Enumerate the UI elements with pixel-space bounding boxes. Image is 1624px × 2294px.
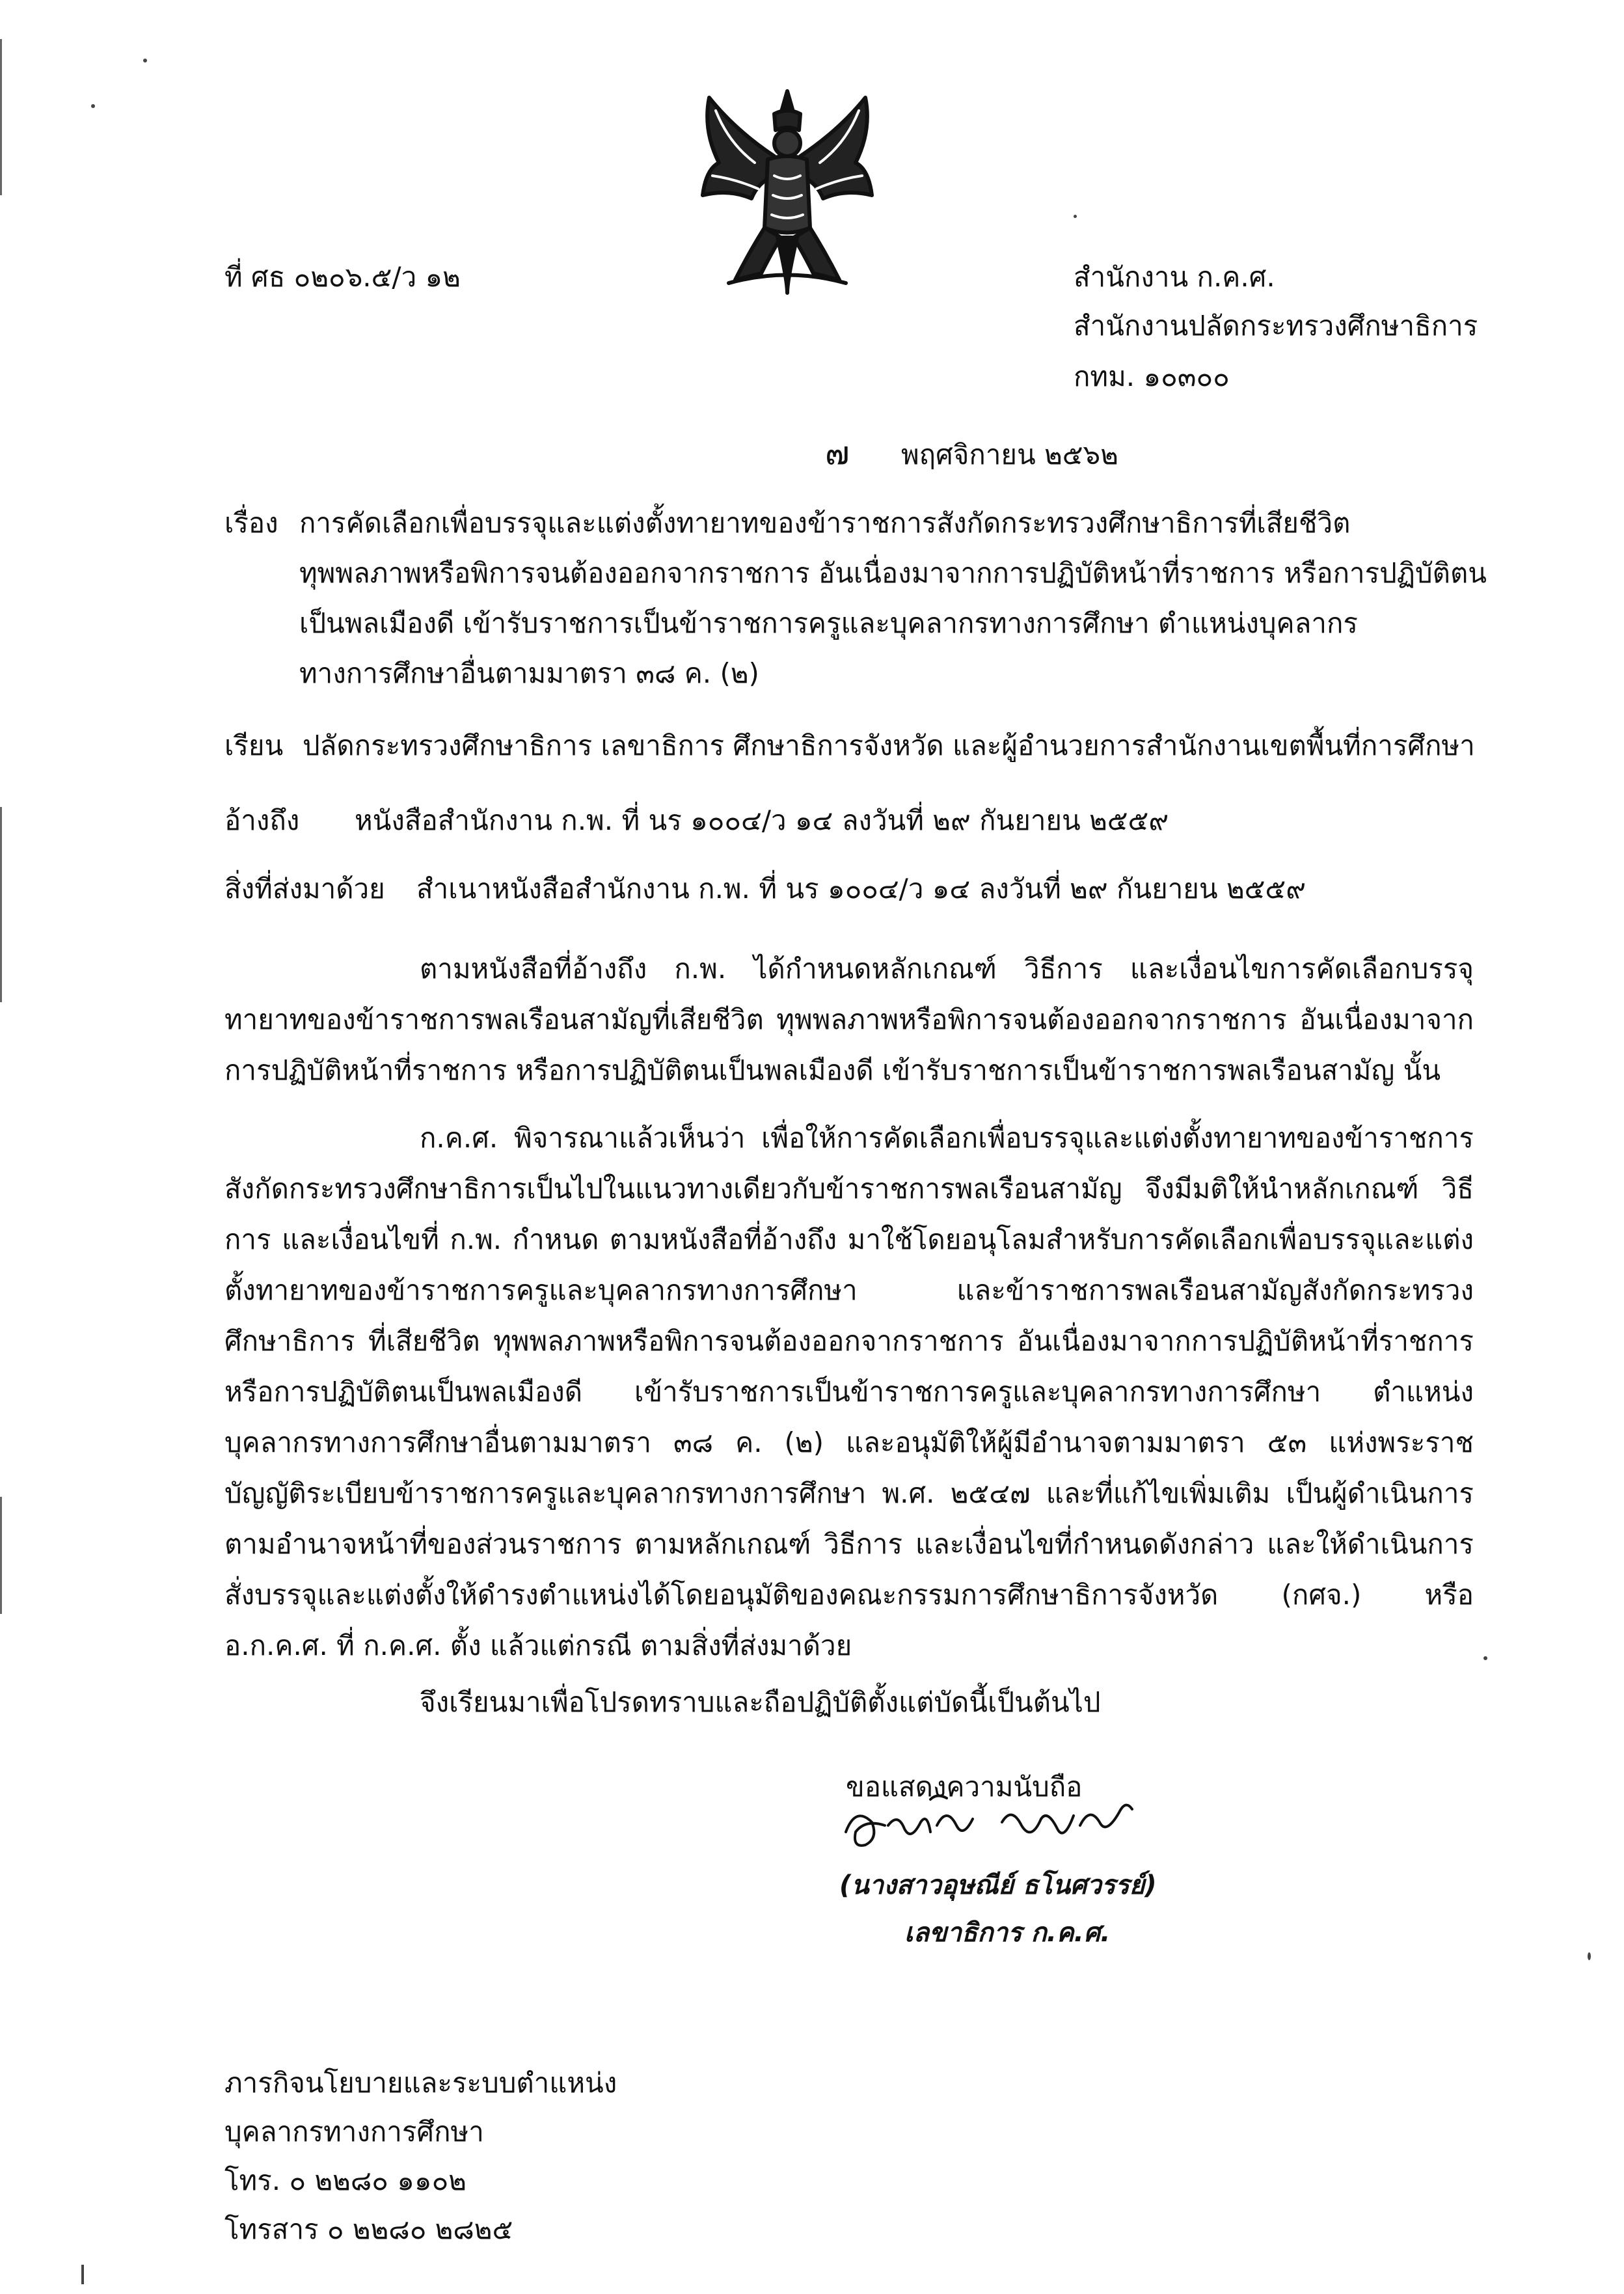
- scan-edge-mark: [0, 1497, 2, 1614]
- org-name-1: สำนักงาน ก.ค.ศ.: [1074, 261, 1275, 293]
- regards: ขอแสดงความนับถือ: [846, 1771, 1083, 1803]
- reference-number: ที่ ศธ ๐๒๐๖.๕/ว ๑๒: [224, 261, 461, 293]
- footer-line-1: ภารกิจนโยบายและระบบตำแหน่ง: [224, 2067, 617, 2099]
- signer-title: เลขาธิการ ก.ค.ศ.: [904, 1918, 1111, 1948]
- subject-line-1: การคัดเลือกเพื่อบรรจุและแต่งตั้งทายาทของข้าราชการสังกัดกระทรวงศึกษาธิการที่เสียชีวิต: [299, 507, 1351, 539]
- reference-label: อ้างถึง: [224, 804, 300, 836]
- to-label: เรียน: [224, 730, 284, 761]
- subject-line-4: ทางการศึกษาอื่นตามมาตรา ๓๘ ค. (๒): [299, 657, 759, 689]
- body-paragraph-2: ก.ค.ศ. พิจารณาแล้วเห็นว่า เพื่อให้การคัดเลือกเพื่อบรรจุและแต่งตั้งทายาทของข้าราชการสังกัดกระทรวงศึกษาธิการเป็นไปในแนวทางเดียวกับข้าราชการพลเรือนสามัญ จึงมีมติให้นำหลักเกณฑ์ วิธีการ และเงื่อนไขที่ ก.พ. กำหนด ตามหนังสือที่อ้างถึง มาใช้โดยอนุโลมสำหรับการคัดเลือกเพื่อบรรจุและแต่งตั้งทายาทของข้าราชการครูและบุคลากรทางการศึกษา และข้าราชการพลเรือนสามัญสังกัดกระทรวงศึกษาธิการ ที่เสียชีวิต ทุพพลภาพหรือพิการจนต้องออกจากราชการ อันเนื่องมาจากการปฏิบัติหน้าที่ราชการ หรือการปฏิบัติตนเป็นพลเมืองดี เข้ารับราชการเป็นข้าราชการครูและบุคลากรทางการศึกษา ตำแหน่งบุคลากรทางการศึกษาอื่นตามมาตรา ๓๘ ค. (๒) และอนุมัติให้ผู้มีอำนาจตามมาตรา ๕๓ แห่งพระราชบัญญัติระเบียบข้าราชการครูและบุคลากรทางการศึกษา พ.ศ. ๒๕๔๗ และที่แก้ไขเพิ่มเติม เป็นผู้ดำเนินการตามอำนาจหน้าที่ของส่วนราชการ ตามหลักเกณฑ์ วิธีการ และเงื่อนไขที่กำหนดดังกล่าว และให้ดำเนินการสั่งบรรจุและแต่งตั้งให้ดำรงตำแหน่งได้โดยอนุมัติของคณะกรรมการศึกษาธิการจังหวัด (กศจ.) หรือ อ.ก.ค.ศ. ที่ ก.ค.ศ. ตั้ง แล้วแต่กรณี ตามสิ่งที่ส่งมาด้วย: [224, 1122, 1474, 1661]
- body-paragraph-1: ตามหนังสือที่อ้างถึง ก.พ. ได้กำหนดหลักเกณฑ์ วิธีการ และเงื่อนไขการคัดเลือกบรรจุทายาทของข้าราชการพลเรือนสามัญที่เสียชีวิต ทุพพลภาพหรือพิการจนต้องออกจากราชการ อันเนื่องมาจากการปฏิบัติหน้าที่ราชการ หรือการปฏิบัติตนเป็นพลเมืองดี เข้ารับราชการเป็นข้าราชการพลเรือนสามัญ นั้น: [224, 953, 1474, 1086]
- footer-fax: โทรสาร ๐ ๒๒๘๐ ๒๘๒๕: [224, 2213, 513, 2245]
- subject-line-3: เป็นพลเมืองดี เข้ารับราชการเป็นข้าราชการครูและบุคลากรทางการศึกษา ตำแหน่งบุคลากร: [299, 607, 1358, 639]
- date-day: ๗: [825, 434, 850, 472]
- reference-text: หนังสือสำนักงาน ก.พ. ที่ นร ๑๐๐๔/ว ๑๔ ลงวันที่ ๒๙ กันยายน ๒๕๕๙: [355, 804, 1169, 836]
- scan-speck: [81, 2265, 84, 2284]
- scan-edge-mark: [0, 39, 2, 195]
- handwritten-signature: [839, 1786, 1139, 1858]
- date-month-year: พฤศจิกายน ๒๕๖๒: [901, 439, 1118, 471]
- org-postcode: กทม. ๑๐๓๐๐: [1074, 361, 1230, 392]
- subject-line-2: ทุพพลภาพหรือพิการจนต้องออกจากราชการ อันเนื่องมาจากการปฏิบัติหน้าที่ราชการ หรือการปฏิบัติตน: [299, 557, 1487, 589]
- subject-label: เรื่อง: [224, 507, 278, 539]
- garuda-emblem-icon: [690, 85, 885, 299]
- org-name-2: สำนักงานปลัดกระทรวงศึกษาธิการ: [1074, 310, 1478, 342]
- enclosure-label: สิ่งที่ส่งมาด้วย: [224, 873, 385, 905]
- footer-phone: โทร. ๐ ๒๒๘๐ ๑๑๐๒: [224, 2164, 467, 2196]
- footer-line-2: บุคลากรทางการศึกษา: [224, 2116, 484, 2148]
- scan-speck: [1074, 215, 1077, 218]
- scan-speck: [1588, 1952, 1591, 1960]
- scan-speck: [1483, 1656, 1487, 1660]
- scan-edge-mark: [0, 807, 2, 1002]
- scan-speck: [91, 104, 95, 108]
- to-text: ปลัดกระทรวงศึกษาธิการ เลขาธิการ ศึกษาธิการจังหวัด และผู้อำนวยการสำนักงานเขตพื้นที่การศึกษา: [303, 730, 1475, 761]
- enclosure-text: สำเนาหนังสือสำนักงาน ก.พ. ที่ นร ๑๐๐๔/ว ๑๔ ลงวันที่ ๒๙ กันยายน ๒๕๕๙: [416, 873, 1306, 905]
- signer-name: (นางสาวอุษณีย์ ธโนศวรรย์): [839, 1870, 1157, 1900]
- closing-line: จึงเรียนมาเพื่อโปรดทราบและถือปฏิบัติตั้งแต่บัดนี้เป็นต้นไป: [420, 1686, 1101, 1718]
- scan-speck: [143, 59, 147, 62]
